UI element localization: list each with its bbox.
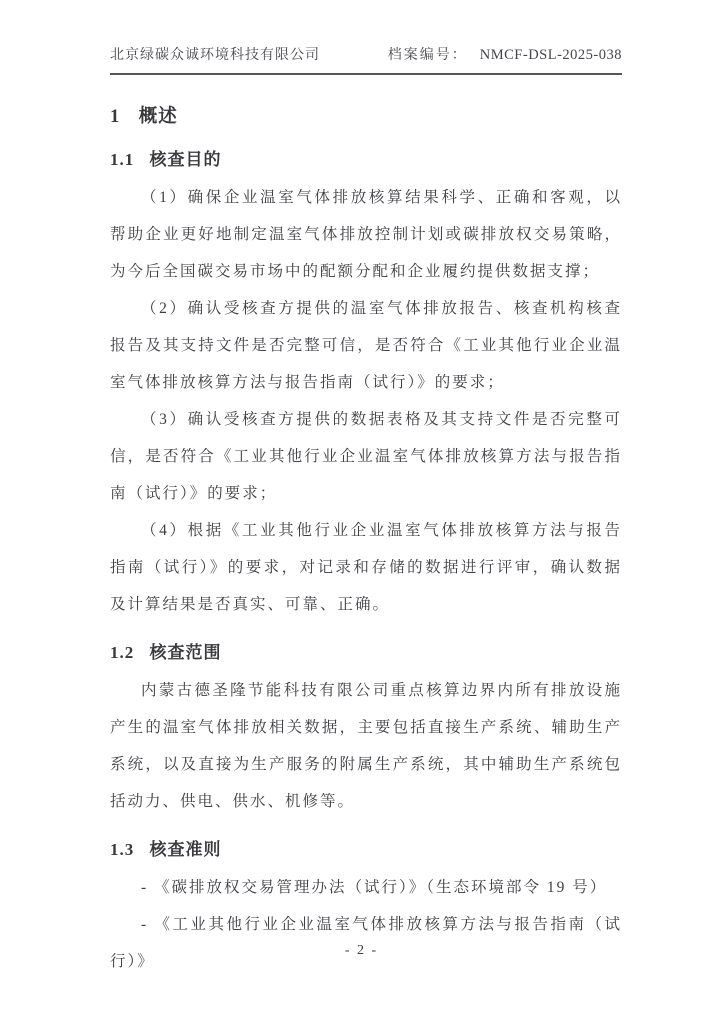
- header-file-number: [388, 44, 622, 64]
- section-number: 1.2: [110, 643, 135, 662]
- section-number: 1.1: [110, 150, 135, 169]
- section-title: 核查范围: [149, 643, 222, 662]
- reference-item: - 《碳排放权交易管理办法（试行）》（生态环境部令 19 号）: [141, 879, 608, 896]
- page-footer: [0, 943, 723, 959]
- paragraph: 内蒙古德圣隆节能科技有限公司重点核算边界内所有排放设施产生的温室气体排放相关数据，主要包括直接生产系统、辅助生产系统，以及直接为生产服务的附属生产系统，其中辅助生产系统包括动力、供电、供水、机修等。: [110, 682, 622, 810]
- header-company-name: 北京绿碳众诚环境科技有限公司: [110, 48, 320, 63]
- page-header: [110, 44, 622, 75]
- reference-item: - 《工业其他行业企业温室气体排放核算方法与报告指南（试行）》: [110, 916, 622, 970]
- section-title: 核查目的: [149, 150, 222, 169]
- section-number: 1.3: [110, 840, 135, 859]
- document-content: [110, 74, 622, 980]
- chapter-heading: [110, 104, 622, 130]
- section-verification-purpose: [110, 147, 622, 623]
- chapter-title: 概述: [138, 107, 178, 127]
- paragraph: （4）根据《工业其他行业企业温室气体排放核算方法与报告指南（试行）》的要求，对记录和存储的数据进行评审，确认数据及计算结果是否真实、可靠、正确。: [110, 522, 622, 613]
- file-number-value: NMCF-DSL-2025-038: [479, 47, 622, 63]
- section-heading: [110, 147, 622, 172]
- paragraph: （2）确认受核查方提供的温室气体排放报告、核查机构核查报告及其支持文件是否完整可信，是否符合《工业其他行业企业温室气体排放核算方法与报告指南（试行）》的要求；: [110, 300, 622, 391]
- page-number: - 2 -: [344, 943, 379, 958]
- paragraph: （3）确认受核查方提供的数据表格及其支持文件是否完整可信，是否符合《工业其他行业企业温室气体排放核算方法与报告指南（试行）》的要求；: [110, 411, 622, 502]
- section-verification-scope: [110, 640, 622, 820]
- section-title: 核查准则: [149, 840, 222, 859]
- section-heading: [110, 640, 622, 665]
- chapter-number: 1: [110, 107, 121, 127]
- file-number-label: 档案编号：: [387, 48, 468, 63]
- paragraph: （1）确保企业温室气体排放核算结果科学、正确和客观，以帮助企业更好地制定温室气体排放控制计划或碳排放权交易策略，为今后全国碳交易市场中的配额分配和企业履约提供数据支撑；: [110, 189, 622, 280]
- section-heading: [110, 837, 622, 862]
